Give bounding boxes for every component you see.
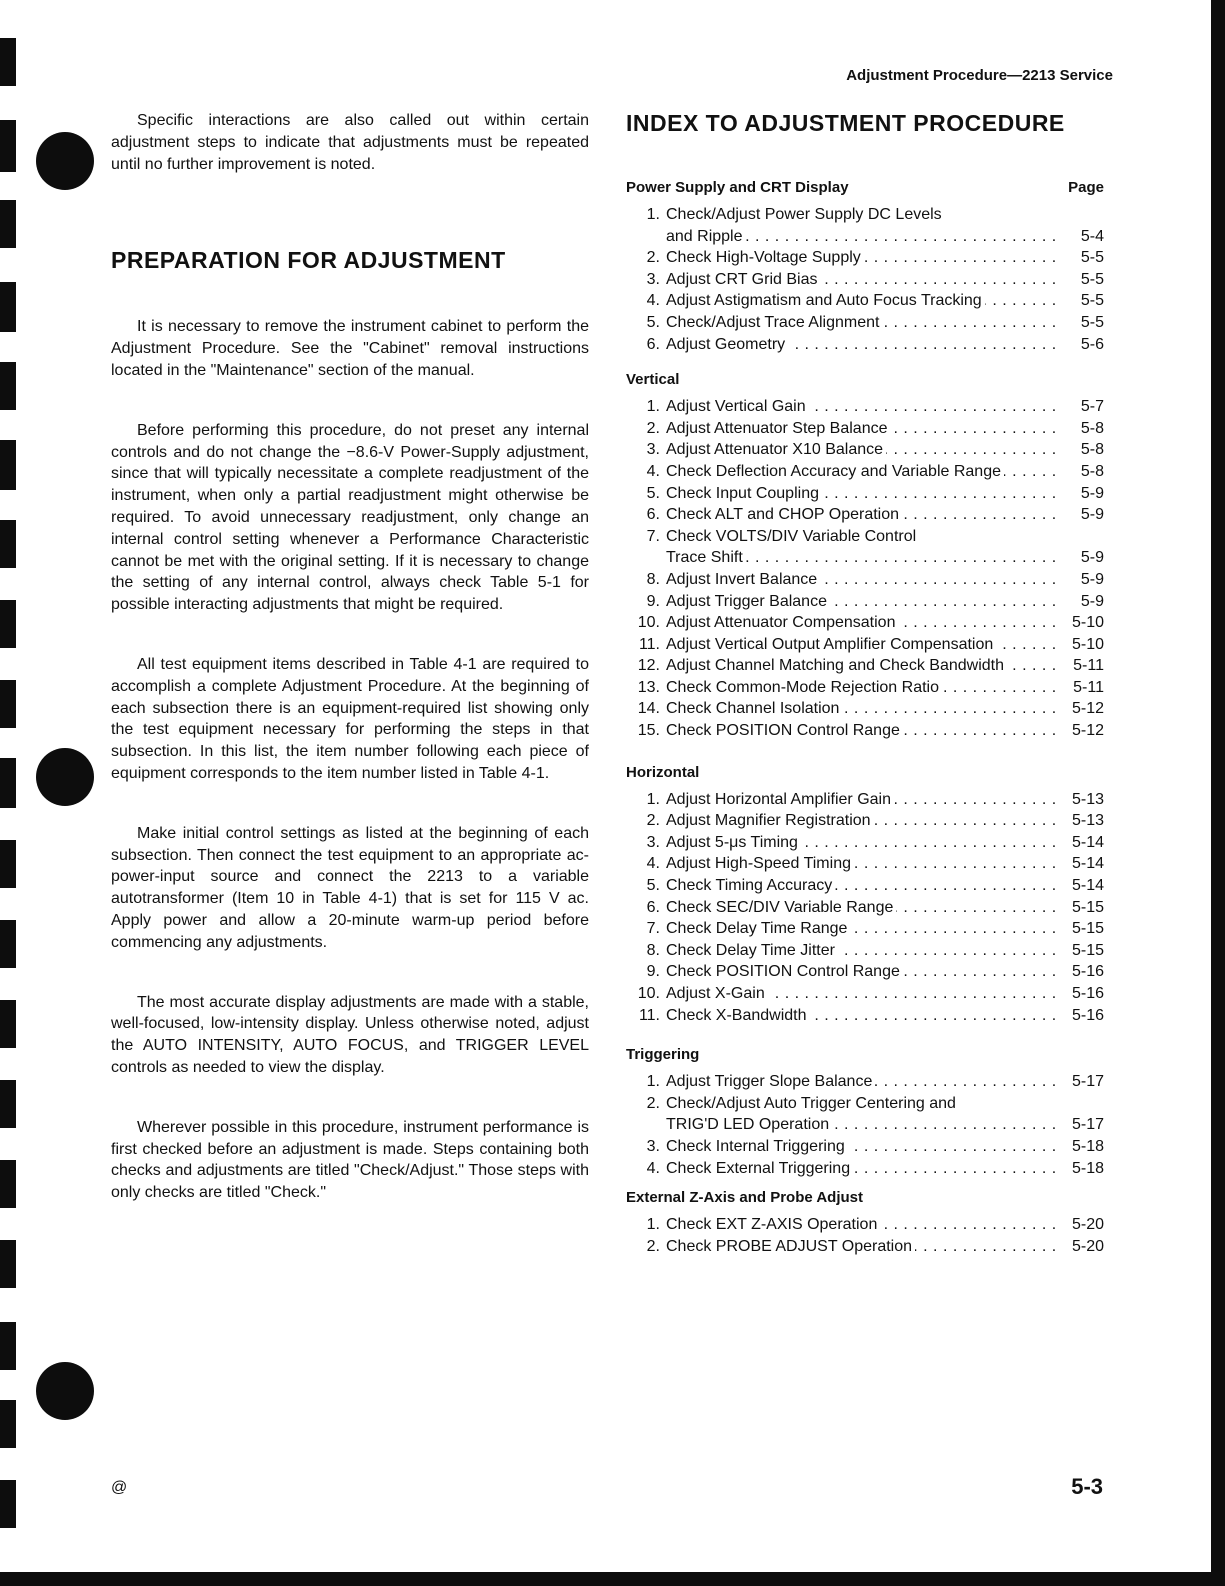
entry-label: Check Delay Time Range [666, 920, 850, 937]
binder-hole [36, 1362, 94, 1420]
index-entry [626, 1214, 1104, 1236]
entry-number: 1. [646, 790, 660, 808]
index-section [626, 371, 1104, 742]
entry-number: 7. [646, 920, 660, 938]
scan-margin-mark [0, 200, 16, 248]
entry-number: 15. [637, 722, 660, 740]
entry-number: 6. [646, 506, 660, 524]
entry-label: Adjust Vertical Gain [666, 398, 809, 415]
index-entry [626, 396, 1104, 418]
entry-label: Adjust Invert Balance [666, 571, 820, 588]
entry-label: Check External Triggering [666, 1160, 853, 1177]
paragraph-cabinet: It is necessary to remove the instrument cabinet to perform the Adjustment Procedure. See the "Cabinet" removal instructions located in the "Maintenance" section of the manual. [111, 318, 589, 379]
entry-label: Check PROBE ADJUST Operation [666, 1238, 915, 1255]
entry-page: 5-14 [1060, 832, 1104, 854]
entry-title [666, 396, 1060, 418]
index-entry [626, 1114, 1104, 1136]
entry-page: 5-5 [1060, 269, 1104, 291]
running-header: Adjustment Procedure—2213 Service [846, 67, 1113, 84]
index-entry [626, 247, 1104, 269]
entry-number: 4. [646, 855, 660, 873]
index-entry [626, 418, 1104, 440]
entry-number: 7. [646, 527, 660, 545]
entry-number: 2. [646, 1237, 660, 1255]
entry-page: 5-13 [1060, 810, 1104, 832]
scan-margin-mark [0, 1160, 16, 1208]
index-entry [626, 226, 1104, 248]
entry-page: 5-13 [1060, 789, 1104, 811]
scan-margin-mark [0, 1240, 16, 1288]
binder-hole [36, 748, 94, 806]
entry-page: 5-8 [1060, 439, 1104, 461]
index-entry [626, 483, 1104, 505]
entry-number: 5. [646, 313, 660, 331]
entry-label: Check Delay Time Jitter [666, 942, 838, 959]
entry-number: 10. [637, 985, 660, 1002]
index-title: INDEX TO ADJUSTMENT PROCEDURE [626, 110, 1065, 136]
paragraph-display: The most accurate display adjustments are made with a stable, well-focused, low-intensity display. Unless otherwise noted, adjust the AUTO INTENSITY, AUTO FOCUS, and TRIGGER LEVEL controls as needed to view the display. [111, 993, 589, 1076]
paragraph-initial-settings: Make initial control settings as listed at the beginning of each subsection. Then connect the test equipment to an appropriate ac-power-input source and connect the 2213 to a variable autotransformer (Item 10 in Table 4-1) that is set for 115 V ac. Apply power and allow a 20-minute warm-up period before commencing any adjustments. [111, 824, 589, 951]
scan-margin-mark [0, 1480, 16, 1528]
entry-page: 5-4 [1060, 226, 1104, 248]
entry-number: 1. [646, 398, 660, 416]
entry-label: Check/Adjust Power Supply DC Levels [666, 206, 945, 223]
entry-page: 5-14 [1060, 853, 1104, 875]
scan-margin-mark [0, 520, 16, 568]
scan-margin-mark [0, 120, 16, 172]
footer-mark: @ [111, 1479, 128, 1496]
entry-title [666, 226, 1060, 248]
entry-page: 5-5 [1060, 247, 1104, 269]
entry-page: 5-14 [1060, 875, 1104, 897]
index-section-heading [626, 179, 1104, 196]
binder-hole [36, 132, 94, 190]
entry-page [1060, 526, 1104, 548]
entry-number: 14. [637, 700, 660, 718]
scan-edge-right [1211, 0, 1225, 1586]
section-name: Triggering [626, 1046, 700, 1064]
left-column [111, 110, 589, 1204]
entry-label: Check/Adjust Trace Alignment [666, 314, 882, 331]
entry-title [666, 875, 1060, 897]
entry-page: 5-15 [1060, 940, 1104, 962]
entry-title [666, 853, 1060, 875]
entry-number: 1. [646, 1073, 660, 1091]
section-name: Vertical [626, 371, 680, 389]
entry-number [626, 547, 666, 569]
entry-title [666, 612, 1060, 634]
entry-page: 5-20 [1060, 1236, 1104, 1258]
entry-number: 2. [646, 1094, 660, 1112]
entry-title [666, 418, 1060, 440]
entry-title [666, 983, 1060, 1005]
entry-label: Check Timing Accuracy [666, 877, 835, 894]
index-section-heading [626, 764, 1104, 781]
scan-margin-mark [0, 362, 16, 410]
entry-title [666, 526, 1060, 548]
entry-number: 3. [646, 270, 660, 288]
entry-number: 11. [638, 635, 660, 653]
entry-page: 5-8 [1060, 418, 1104, 440]
index-entry [626, 698, 1104, 720]
entry-title [666, 698, 1060, 720]
index-entry [626, 504, 1104, 526]
scan-margin-mark [0, 38, 16, 86]
page-number: 5-3 [1071, 1474, 1103, 1499]
entry-number: 2. [646, 419, 660, 437]
index-entry [626, 940, 1104, 962]
scan-margin-mark [0, 1322, 16, 1370]
index-section-heading [626, 371, 1104, 388]
entry-label: Check X-Bandwidth [666, 1007, 810, 1024]
index-entry [626, 569, 1104, 591]
entry-label: Check POSITION Control Range [666, 722, 903, 739]
index-entry [626, 269, 1104, 291]
entry-label: Check High-Voltage Supply [666, 249, 864, 266]
section-name: Power Supply and CRT Display [626, 179, 849, 196]
entry-page: 5-17 [1060, 1114, 1104, 1136]
scan-margin-mark [0, 440, 16, 490]
entry-title [666, 312, 1060, 334]
entry-title [666, 1136, 1060, 1158]
index-entry [626, 591, 1104, 613]
scan-margin-mark [0, 600, 16, 648]
entry-number: 9. [646, 963, 660, 981]
scan-margin-mark [0, 1400, 16, 1448]
entry-page [1060, 204, 1104, 226]
index-entry [626, 983, 1104, 1005]
entry-title [666, 1236, 1060, 1258]
section-heading: PREPARATION FOR ADJUSTMENT [111, 247, 506, 274]
entry-label: Adjust Magnifier Registration [666, 812, 874, 829]
entry-title [666, 720, 1060, 742]
entry-title [666, 269, 1060, 291]
entry-page: 5-10 [1060, 612, 1104, 634]
entry-page: 5-18 [1060, 1136, 1104, 1158]
index-section [626, 764, 1104, 1027]
entry-number [626, 226, 666, 248]
index-column [626, 110, 1104, 1257]
scan-margin-mark [0, 680, 16, 728]
entry-title [666, 461, 1060, 483]
entry-label: Check SEC/DIV Variable Range [666, 899, 896, 916]
index-entry [626, 961, 1104, 983]
index-sections [626, 179, 1104, 1257]
index-section [626, 1189, 1104, 1257]
index-entry [626, 334, 1104, 356]
entry-title [666, 569, 1060, 591]
entry-title [666, 504, 1060, 526]
entry-page: 5-9 [1060, 547, 1104, 569]
entry-label: Adjust Astigmatism and Auto Focus Tracking [666, 292, 985, 309]
entry-number: 6. [646, 335, 660, 353]
entry-title [666, 247, 1060, 269]
index-entry [626, 1136, 1104, 1158]
index-entry [626, 526, 1104, 548]
index-entry [626, 290, 1104, 312]
entry-page: 5-11 [1060, 655, 1104, 677]
entry-page: 5-18 [1060, 1158, 1104, 1180]
entry-page: 5-9 [1060, 569, 1104, 591]
entry-label: Check Channel Isolation [666, 700, 842, 717]
entry-label: Check ALT and CHOP Operation [666, 506, 902, 523]
entry-page: 5-9 [1060, 504, 1104, 526]
entry-page: 5-7 [1060, 396, 1104, 418]
entry-number: 4. [646, 292, 660, 310]
entry-title [666, 832, 1060, 854]
index-entry [626, 312, 1104, 334]
entry-label: Check VOLTS/DIV Variable Control [666, 528, 919, 545]
entry-number: 10. [637, 614, 660, 632]
entry-number [626, 1114, 666, 1136]
entry-title [666, 1214, 1060, 1236]
entry-label: Check/Adjust Auto Trigger Centering and [666, 1095, 959, 1112]
entry-label: and Ripple [666, 228, 746, 245]
entry-title [666, 940, 1060, 962]
entry-number: 8. [646, 941, 660, 959]
index-section-heading [626, 1189, 1104, 1206]
entry-title [666, 789, 1060, 811]
entry-page: 5-12 [1060, 720, 1104, 742]
entry-label: Adjust Attenuator Compensation [666, 614, 898, 631]
entry-label: Check EXT Z-AXIS Operation [666, 1216, 880, 1233]
entry-title [666, 634, 1060, 656]
entry-label: Adjust Trigger Slope Balance [666, 1073, 875, 1090]
entry-number: 2. [646, 812, 660, 830]
entry-page: 5-17 [1060, 1071, 1104, 1093]
entry-label: Adjust Attenuator X10 Balance [666, 441, 886, 458]
entry-label: Check Input Coupling [666, 485, 822, 502]
index-entry [626, 547, 1104, 569]
entry-page: 5-16 [1060, 1005, 1104, 1027]
entry-page [1060, 1093, 1104, 1115]
entry-page: 5-9 [1060, 591, 1104, 613]
index-entry [626, 1071, 1104, 1093]
section-name: Horizontal [626, 763, 700, 781]
paragraph-test-equipment: All test equipment items described in Table 4-1 are required to accomplish a complete Adjustment Procedure. At the beginning of each subsection there is an equipment-required list showing only the test equipment necessary for performing the steps in that subsection. In this list, the item number following each piece of equipment corresponds to the item number listed in Table 4-1. [111, 655, 589, 782]
entry-title [666, 290, 1060, 312]
entry-page: 5-16 [1060, 983, 1104, 1005]
entry-number: 4. [646, 1159, 660, 1177]
entry-title [666, 591, 1060, 613]
entry-page: 5-8 [1060, 461, 1104, 483]
entry-title [666, 677, 1060, 699]
entry-label: Adjust High-Speed Timing [666, 855, 854, 872]
entry-number: 5. [646, 877, 660, 895]
index-entry [626, 612, 1104, 634]
index-entry [626, 789, 1104, 811]
scan-edge-bottom [0, 1572, 1225, 1586]
entry-page: 5-5 [1060, 312, 1104, 334]
entry-number: 4. [646, 462, 660, 480]
entry-number: 1. [646, 1216, 660, 1234]
scan-margin-mark [0, 920, 16, 968]
entry-number: 5. [646, 484, 660, 502]
entry-page: 5-20 [1060, 1214, 1104, 1236]
entry-title [666, 1158, 1060, 1180]
entry-title [666, 483, 1060, 505]
entry-number: 13. [637, 678, 660, 696]
index-entry [626, 655, 1104, 677]
entry-label: Check Common-Mode Rejection Ratio [666, 679, 942, 696]
entry-label: Adjust Geometry [666, 336, 788, 353]
index-entry [626, 461, 1104, 483]
intro-paragraph: Specific interactions are also called out within certain adjustment steps to indicate that adjustments must be repeated until no further improvement is noted. [111, 112, 589, 173]
index-entry [626, 1236, 1104, 1258]
entry-page: 5-6 [1060, 334, 1104, 356]
index-section [626, 179, 1104, 355]
entry-number: 9. [646, 592, 660, 610]
entry-title [666, 1114, 1060, 1136]
entry-page: 5-15 [1060, 918, 1104, 940]
entry-label: Adjust Vertical Output Amplifier Compensation [666, 636, 996, 653]
scan-margin-mark [0, 282, 16, 332]
index-entry [626, 677, 1104, 699]
index-section-heading [626, 1046, 1104, 1063]
entry-title [666, 547, 1060, 569]
scan-margin-mark [0, 758, 16, 808]
entry-title [666, 1005, 1060, 1027]
entry-label: Check Deflection Accuracy and Variable Range [666, 463, 1004, 480]
index-entry [626, 1158, 1104, 1180]
entry-number: 3. [646, 441, 660, 459]
entry-label: Adjust Attenuator Step Balance [666, 420, 890, 437]
entry-label: Adjust Horizontal Amplifier Gain [666, 791, 894, 808]
index-entry [626, 204, 1104, 226]
entry-number: 12. [637, 657, 660, 675]
entry-label: Adjust CRT Grid Bias [666, 271, 820, 288]
index-entry [626, 853, 1104, 875]
entry-title [666, 897, 1060, 919]
entry-title [666, 918, 1060, 940]
entry-number: 3. [646, 833, 660, 851]
index-entry [626, 720, 1104, 742]
entry-title [666, 655, 1060, 677]
index-entry [626, 634, 1104, 656]
index-entry [626, 810, 1104, 832]
entry-label: Check POSITION Control Range [666, 963, 903, 980]
scan-margin-mark [0, 1000, 16, 1048]
section-name: External Z-Axis and Probe Adjust [626, 1189, 863, 1207]
index-entry [626, 1093, 1104, 1115]
index-section [626, 1046, 1104, 1179]
index-entry [626, 918, 1104, 940]
entry-title [666, 334, 1060, 356]
paragraph-preset: Before performing this procedure, do not preset any internal controls and do not change the −8.6-V Power-Supply adjustment, since that will typically necessitate a complete readjustment of the instrument, when only a partial readjustment might otherwise be required. To avoid unnecessary readjustment, only change an internal control setting whenever a Performance Characteristic cannot be met with the original setting. If it is necessary to change the setting of any internal control, always check Table 5-1 for possible interacting adjustments that might be required. [111, 421, 589, 614]
index-entry [626, 439, 1104, 461]
entry-title [666, 1071, 1060, 1093]
entry-number: 1. [646, 206, 660, 223]
entry-page: 5-5 [1060, 290, 1104, 312]
entry-page: 5-15 [1060, 897, 1104, 919]
paragraph-check-adjust: Wherever possible in this procedure, instrument performance is first checked before an adjustment is made. Steps containing both checks and adjustments are titled "Check/Adjust." Those steps with only checks are titled "Check." [111, 1118, 589, 1202]
entry-label: Trace Shift [666, 549, 746, 566]
entry-page: 5-12 [1060, 698, 1104, 720]
entry-label: Adjust Channel Matching and Check Bandwidth [666, 657, 1007, 674]
entry-label: Adjust 5-μs Timing [666, 834, 801, 851]
entry-label: Adjust X-Gain [666, 985, 768, 1002]
entry-label: TRIG'D LED Operation [666, 1116, 832, 1133]
scan-margin-mark [0, 1080, 16, 1128]
entry-page: 5-11 [1060, 677, 1104, 699]
entry-page: 5-16 [1060, 961, 1104, 983]
entry-title [666, 204, 1060, 226]
entry-number: 11. [638, 1006, 660, 1024]
entry-number: 3. [646, 1137, 660, 1155]
entry-title [666, 810, 1060, 832]
entry-title [666, 439, 1060, 461]
page-column-label: Page [1068, 179, 1104, 196]
entry-number: 6. [646, 898, 660, 916]
scan-margin-mark [0, 840, 16, 888]
index-entry [626, 832, 1104, 854]
index-entry [626, 875, 1104, 897]
entry-number: 8. [646, 570, 660, 588]
entry-number: 2. [646, 249, 660, 267]
entry-label: Adjust Trigger Balance [666, 593, 830, 610]
entry-title [666, 1093, 1060, 1115]
index-entry [626, 897, 1104, 919]
entry-label: Check Internal Triggering [666, 1138, 848, 1155]
entry-page: 5-10 [1060, 634, 1104, 656]
index-entry [626, 1005, 1104, 1027]
entry-title [666, 961, 1060, 983]
entry-page: 5-9 [1060, 483, 1104, 505]
